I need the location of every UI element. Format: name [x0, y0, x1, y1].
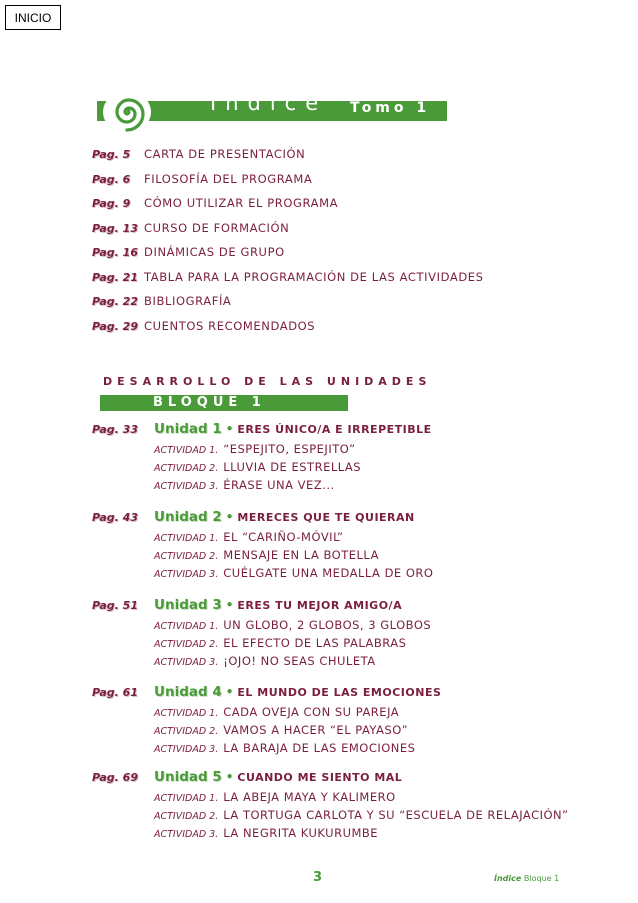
activity-row[interactable] — [154, 566, 433, 582]
unit-page-ref: Pag. 61 — [92, 686, 138, 699]
toc-page-ref: Pag. 22 — [92, 295, 138, 308]
unit-bullet: • — [225, 422, 234, 436]
unit-title: ERES TU MEJOR AMIGO/A — [237, 599, 403, 612]
activity-text: EL EFECTO DE LAS PALABRAS — [223, 636, 407, 650]
unit-row[interactable] — [92, 597, 402, 615]
toc-entry-text: BIBLIOGRAFÍA — [144, 294, 232, 308]
unit-title: ERES ÚNICO/A E IRREPETIBLE — [237, 423, 432, 436]
activity-text: CADA OVEJA CON SU PAREJA — [223, 705, 400, 719]
activity-label: ACTIVIDAD 1. — [154, 533, 219, 544]
activity-label: ACTIVIDAD 3. — [154, 657, 219, 668]
toc-entry-text: TABLA PARA LA PROGRAMACIÓN DE LAS ACTIVIDADES — [144, 270, 484, 284]
activity-label: ACTIVIDAD 2. — [154, 811, 219, 822]
unit-page-ref: Pag. 33 — [92, 423, 138, 436]
activity-label: ACTIVIDAD 3. — [154, 829, 219, 840]
spiral-icon — [103, 91, 151, 133]
unit-bullet: • — [225, 685, 234, 699]
activity-label: ACTIVIDAD 3. — [154, 569, 219, 580]
toc-entry-text: CURSO DE FORMACIÓN — [144, 221, 290, 235]
page-title: Índice — [210, 91, 328, 115]
activity-row[interactable] — [154, 790, 396, 806]
toc-row[interactable] — [92, 196, 338, 212]
unit-bullet: • — [225, 510, 234, 524]
activity-text: EL “CARIÑO-MÓVIL” — [223, 530, 344, 544]
unit-title: EL MUNDO DE LAS EMOCIONES — [237, 686, 442, 699]
unit-page-ref: Pag. 69 — [92, 771, 138, 784]
toc-row[interactable] — [92, 270, 484, 286]
activity-text: LA BARAJA DE LAS EMOCIONES — [223, 741, 416, 755]
unit-title: CUANDO ME SIENTO MAL — [237, 771, 403, 784]
unit-row[interactable] — [92, 769, 402, 787]
unit-page-ref: Pag. 43 — [92, 511, 138, 524]
activity-text: MENSAJE EN LA BOTELLA — [223, 548, 379, 562]
toc-row[interactable] — [92, 147, 305, 163]
activity-label: ACTIVIDAD 2. — [154, 463, 219, 474]
toc-entry-text: CUENTOS RECOMENDADOS — [144, 319, 316, 333]
activity-text: “ESPEJITO, ESPEJITO” — [223, 442, 356, 456]
bloque-label: BLOQUE 1 — [153, 395, 266, 410]
activity-label: ACTIVIDAD 2. — [154, 551, 219, 562]
unit-label: Unidad 5 — [154, 769, 222, 785]
activity-row[interactable] — [154, 478, 335, 494]
activity-row[interactable] — [154, 705, 399, 721]
unit-label: Unidad 3 — [154, 597, 222, 613]
toc-entry-text: CARTA DE PRESENTACIÓN — [144, 147, 306, 161]
toc-row[interactable] — [92, 221, 289, 237]
unit-bullet: • — [225, 770, 234, 784]
footer-label — [494, 874, 559, 883]
toc-page-ref: Pag. 13 — [92, 222, 138, 235]
unit-page-ref: Pag. 51 — [92, 599, 138, 612]
unit-title: MERECES QUE TE QUIERAN — [237, 511, 415, 524]
activity-label: ACTIVIDAD 1. — [154, 793, 219, 804]
activity-label: ACTIVIDAD 2. — [154, 639, 219, 650]
activity-label: ACTIVIDAD 1. — [154, 445, 219, 456]
toc-page-ref: Pag. 6 — [92, 173, 131, 186]
activity-label: ACTIVIDAD 1. — [154, 708, 219, 719]
toc-page-ref: Pag. 29 — [92, 320, 138, 333]
unit-bullet: • — [225, 598, 234, 612]
unit-label: Unidad 4 — [154, 684, 222, 700]
activity-text: LLUVIA DE ESTRELLAS — [223, 460, 362, 474]
unit-row[interactable] — [92, 509, 415, 527]
toc-page-ref: Pag. 21 — [92, 271, 138, 284]
tomo-label: Tomo 1 — [350, 100, 431, 116]
activity-text: UN GLOBO, 2 GLOBOS, 3 GLOBOS — [223, 618, 432, 632]
activity-row[interactable] — [154, 723, 408, 739]
activity-row[interactable] — [154, 618, 431, 634]
unit-label: Unidad 2 — [154, 509, 222, 525]
toc-entry-text: CÓMO UTILIZAR EL PROGRAMA — [144, 196, 339, 210]
activity-text: ÉRASE UNA VEZ... — [223, 478, 335, 492]
activity-text: LA NEGRITA KUKURUMBE — [223, 826, 379, 840]
activity-text: ¡OJO! NO SEAS CHULETA — [223, 654, 376, 668]
unit-row[interactable] — [92, 421, 432, 439]
desarrollo-heading: DESARROLLO DE LAS UNIDADES — [103, 375, 432, 388]
footer-bloque: Bloque 1 — [523, 874, 560, 883]
activity-row[interactable] — [154, 636, 406, 652]
activity-row[interactable] — [154, 654, 376, 670]
activity-label: ACTIVIDAD 3. — [154, 744, 219, 755]
toc-row[interactable] — [92, 294, 231, 310]
activity-row[interactable] — [154, 530, 343, 546]
toc-page-ref: Pag. 5 — [92, 148, 131, 161]
toc-page-ref: Pag. 16 — [92, 246, 138, 259]
activity-row[interactable] — [154, 442, 356, 458]
unit-row[interactable] — [92, 684, 441, 702]
toc-entry-text: DINÁMICAS DE GRUPO — [144, 245, 285, 259]
activity-label: ACTIVIDAD 2. — [154, 726, 219, 737]
activity-row[interactable] — [154, 808, 569, 824]
footer-section: Índice — [494, 874, 522, 883]
toc-row[interactable] — [92, 245, 285, 261]
activity-row[interactable] — [154, 460, 361, 476]
toc-page-ref: Pag. 9 — [92, 197, 131, 210]
toc-row[interactable] — [92, 172, 312, 188]
activity-label: ACTIVIDAD 1. — [154, 621, 219, 632]
toc-row[interactable] — [92, 319, 315, 335]
activity-text: CUÉLGATE UNA MEDALLA DE ORO — [223, 566, 434, 580]
activity-row[interactable] — [154, 826, 378, 842]
activity-text: LA ABEJA MAYA Y KALIMERO — [223, 790, 396, 804]
activity-row[interactable] — [154, 548, 379, 564]
inicio-button[interactable]: INICIO — [5, 5, 61, 30]
unit-label: Unidad 1 — [154, 421, 222, 437]
page-number: 3 — [313, 870, 323, 885]
activity-label: ACTIVIDAD 3. — [154, 481, 219, 492]
activity-text: VAMOS A HACER “EL PAYASO” — [223, 723, 409, 737]
activity-row[interactable] — [154, 741, 415, 757]
toc-entry-text: FILOSOFÍA DEL PROGRAMA — [144, 172, 313, 186]
activity-text: LA TORTUGA CARLOTA Y SU “ESCUELA DE RELAJACIÓN” — [223, 808, 569, 822]
